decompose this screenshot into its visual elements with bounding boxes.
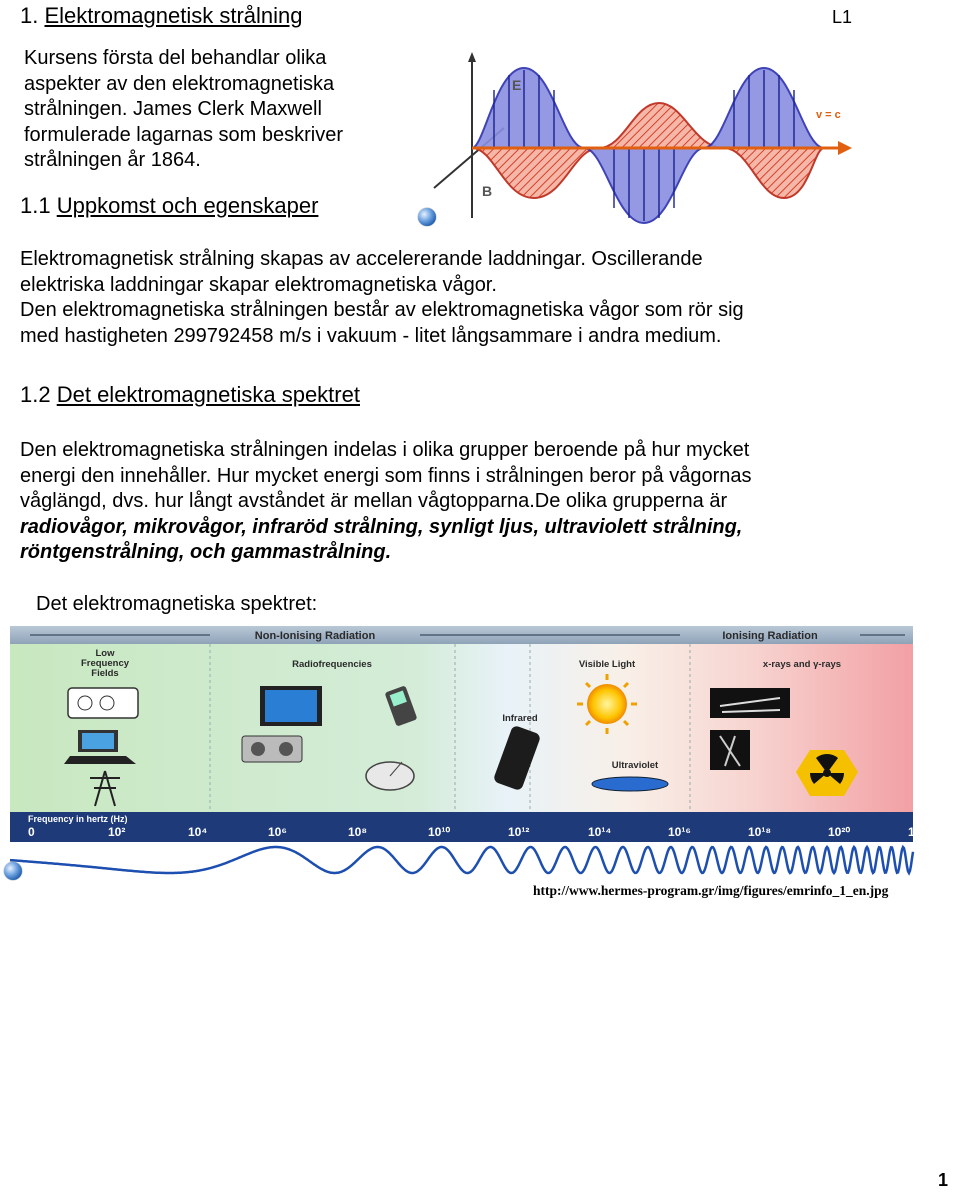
em-spectrum-illustration: [10, 626, 930, 881]
frequency-tick: 10²²: [908, 825, 930, 839]
em-wave-figure: [424, 48, 854, 223]
radio-icon: [242, 736, 302, 762]
appliance-icon: [68, 688, 138, 718]
frequency-tick: 10⁸: [348, 825, 368, 839]
frequency-tick: 10¹²: [508, 825, 530, 839]
intro-line: strålningen. James Clerk Maxwell: [24, 98, 322, 120]
frequency-tick: 10⁶: [268, 825, 287, 839]
section-number: 1.1: [20, 193, 51, 218]
intro-line: formulerade lagarnas som beskriver: [24, 123, 344, 146]
section-number: 1.2: [20, 382, 51, 407]
body-line: Elektromagnetisk strålning skapas av accelererande laddningar. Oscillerande: [20, 248, 703, 270]
body-line: Den elektromagnetiska strålningen indelas i olika grupper beroende på hur mycket: [20, 439, 750, 461]
xray-hand-icon: [710, 688, 790, 718]
frequency-tick: 10¹⁶: [668, 825, 691, 839]
title-number: 1.: [20, 3, 39, 28]
b-field-label: B: [482, 183, 493, 199]
low-freq-label-2: Frequency: [80, 658, 130, 669]
section-1-1-body: [20, 247, 940, 349]
groups-line: radiovågor, mikrovågor, infraröd strålning, synligt ljus, ultraviolett strålning,: [20, 515, 743, 538]
body-line: elektriska laddningar skapar elektromagnetiska vågor.: [20, 273, 497, 296]
speed-label: v = c: [816, 109, 841, 121]
globe-icon: [418, 208, 436, 226]
ultraviolet-label: Ultraviolet: [611, 760, 659, 771]
em-spectrum-figure: [10, 626, 930, 881]
groups-line: röntgenstrålning, och gammastrålning.: [20, 541, 392, 563]
page-number: 1: [938, 1170, 949, 1190]
section-1-2-heading: [20, 382, 360, 407]
body-line: energi den innehåller. Hur mycket energi som finns i strålningen beror på vågornas: [20, 464, 752, 487]
title-text: Elektromagnetisk strålning: [44, 3, 303, 28]
radio-label: Radiofrequencies: [292, 659, 372, 670]
visible-light-label: Visible Light: [578, 659, 636, 670]
section-1-1-heading: [20, 193, 318, 218]
body-line: med hastigheten 299792458 m/s i vakuum - litet långsammare i andra medium.: [20, 324, 722, 347]
intro-line: strålningen år 1864.: [24, 149, 201, 171]
image-source-url[interactable]: http://www.hermes-program.gr/img/figures/emrinfo_1_en.jpg: [533, 883, 889, 898]
frequency-tick: 10¹⁰: [428, 825, 451, 839]
section-1-2-body: [20, 438, 950, 566]
page-title: [20, 3, 303, 28]
em-wave-illustration: [424, 48, 854, 223]
page-tag: L1: [832, 7, 853, 27]
spectrum-caption: Det elektromagnetiska spektret:: [36, 593, 318, 615]
section-title: Uppkomst och egenskaper: [56, 193, 319, 218]
frequency-axis-title: Frequency in hertz (Hz): [28, 814, 128, 824]
frequency-tick: 0: [28, 825, 35, 839]
satellite-dish-icon: [366, 762, 414, 790]
frequency-tick: 10¹⁸: [748, 825, 772, 839]
infrared-label: Infrared: [502, 713, 538, 724]
ionising-label: Ionising Radiation: [722, 630, 818, 642]
frequency-tick: 10²: [108, 825, 126, 839]
frequency-tick: 10¹⁴: [588, 825, 612, 839]
body-line: våglängd, dvs. hur långt avståndet är mellan vågtopparna.De olika grupperna är: [20, 490, 728, 512]
body-line: Den elektromagnetiska strålningen består av elektromagnetiska vågor som rör sig: [20, 299, 744, 321]
non-ionising-label: Non-Ionising Radiation: [254, 630, 376, 642]
xray-gamma-label: x-rays and γ-rays: [762, 659, 842, 670]
tv-icon: [260, 686, 322, 726]
frequency-tick: 10²⁰: [828, 825, 851, 839]
e-field-label: E: [512, 77, 522, 93]
globe-icon: [4, 862, 22, 880]
intro-line: aspekter av den elektromagnetiska: [24, 72, 335, 95]
low-freq-label-1: Low: [95, 648, 115, 659]
intro-line: Kursens första del behandlar olika: [24, 47, 327, 69]
intro-paragraph: [24, 46, 414, 174]
xray-image-icon: [710, 730, 750, 770]
uv-lamp-icon: [592, 777, 668, 791]
section-title: Det elektromagnetiska spektret: [56, 382, 360, 407]
low-freq-label-3: Fields: [91, 668, 119, 679]
frequency-tick: 10⁴: [188, 825, 208, 839]
